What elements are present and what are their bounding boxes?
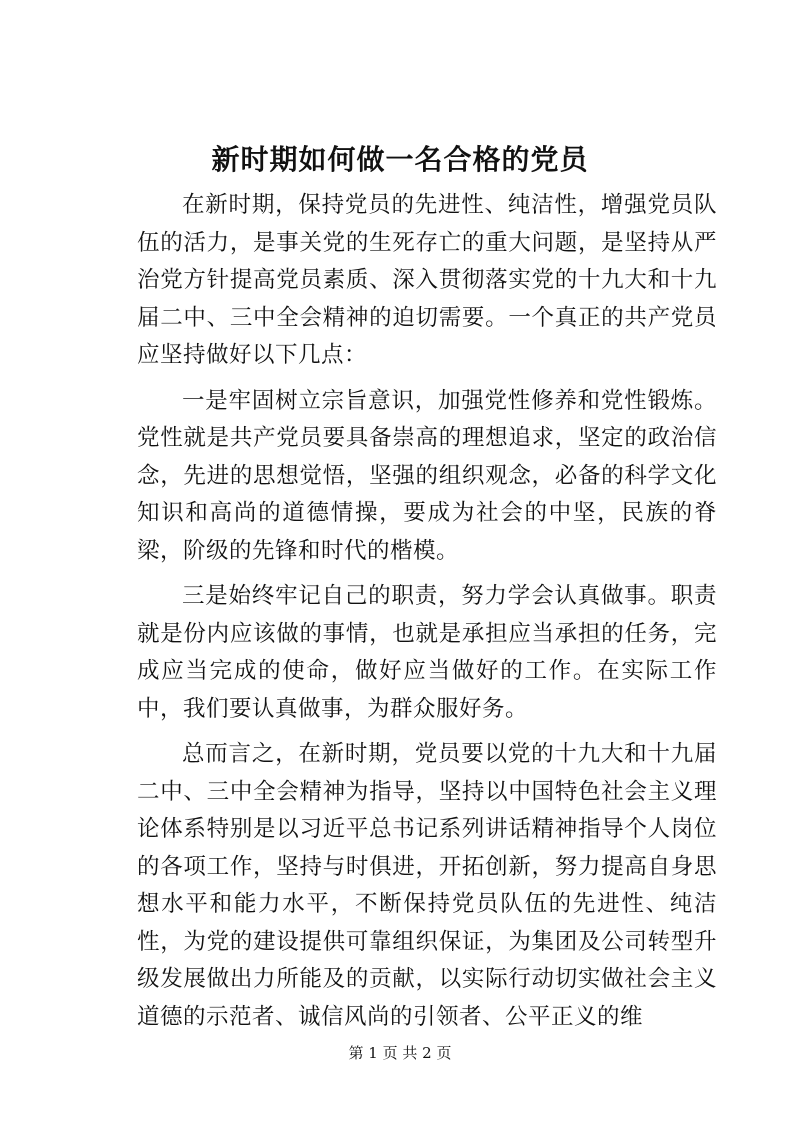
paragraph-point-one: 一是牢固树立宗旨意识，加强党性修养和党性锻炼。党性就是共产党员要具备崇高的理想追求，坚定的政治信念，先进的思想觉悟，坚强的组织观念，必备的科学文化知识和高尚的道德情操，要成为社会的中坚，民族的脊梁，阶级的先锋和时代的楷模。 bbox=[137, 387, 717, 564]
paragraph-conclusion: 总而言之，在新时期，党员要以党的十九大和十九届二中、三中全会精神为指导，坚持以中国特色社会主义理论体系特别是以习近平总书记系列讲话精神指导个人岗位的各项工作，坚持与时俱进，开拓创新，努力提高自身思想水平和能力水平，不断保持党员队伍的先进性、纯洁性，为党的建设提供可靠组织保证，为集团及公司转型升级发展做出力所能及的贡献，以实际行动切实做社会主义道德的示范者、诚信风尚的引领者、公平正义的维 bbox=[137, 741, 717, 1030]
paragraph-point-three: 三是始终牢记自己的职责，努力学会认真做事。职责就是份内应该做的事情，也就是承担应当承担的任务，完成应当完成的使命，做好应当做好的工作。在实际工作中，我们要认真做事，为群众服好务。 bbox=[137, 583, 717, 722]
document-title: 新时期如何做一名合格的党员 bbox=[211, 143, 589, 176]
page-number-footer: 第 1 页 共 2 页 bbox=[348, 1044, 452, 1062]
paragraph-intro: 在新时期，保持党员的先进性、纯洁性，增强党员队伍的活力，是事关党的生死存亡的重大问题，是坚持从严治党方针提高党员素质、深入贯彻落实党的十九大和十九届二中、三中全会精神的迫切需要。一个真正的共产党员应坚持做好以下几点： bbox=[137, 192, 717, 368]
document-body bbox=[137, 187, 717, 1044]
